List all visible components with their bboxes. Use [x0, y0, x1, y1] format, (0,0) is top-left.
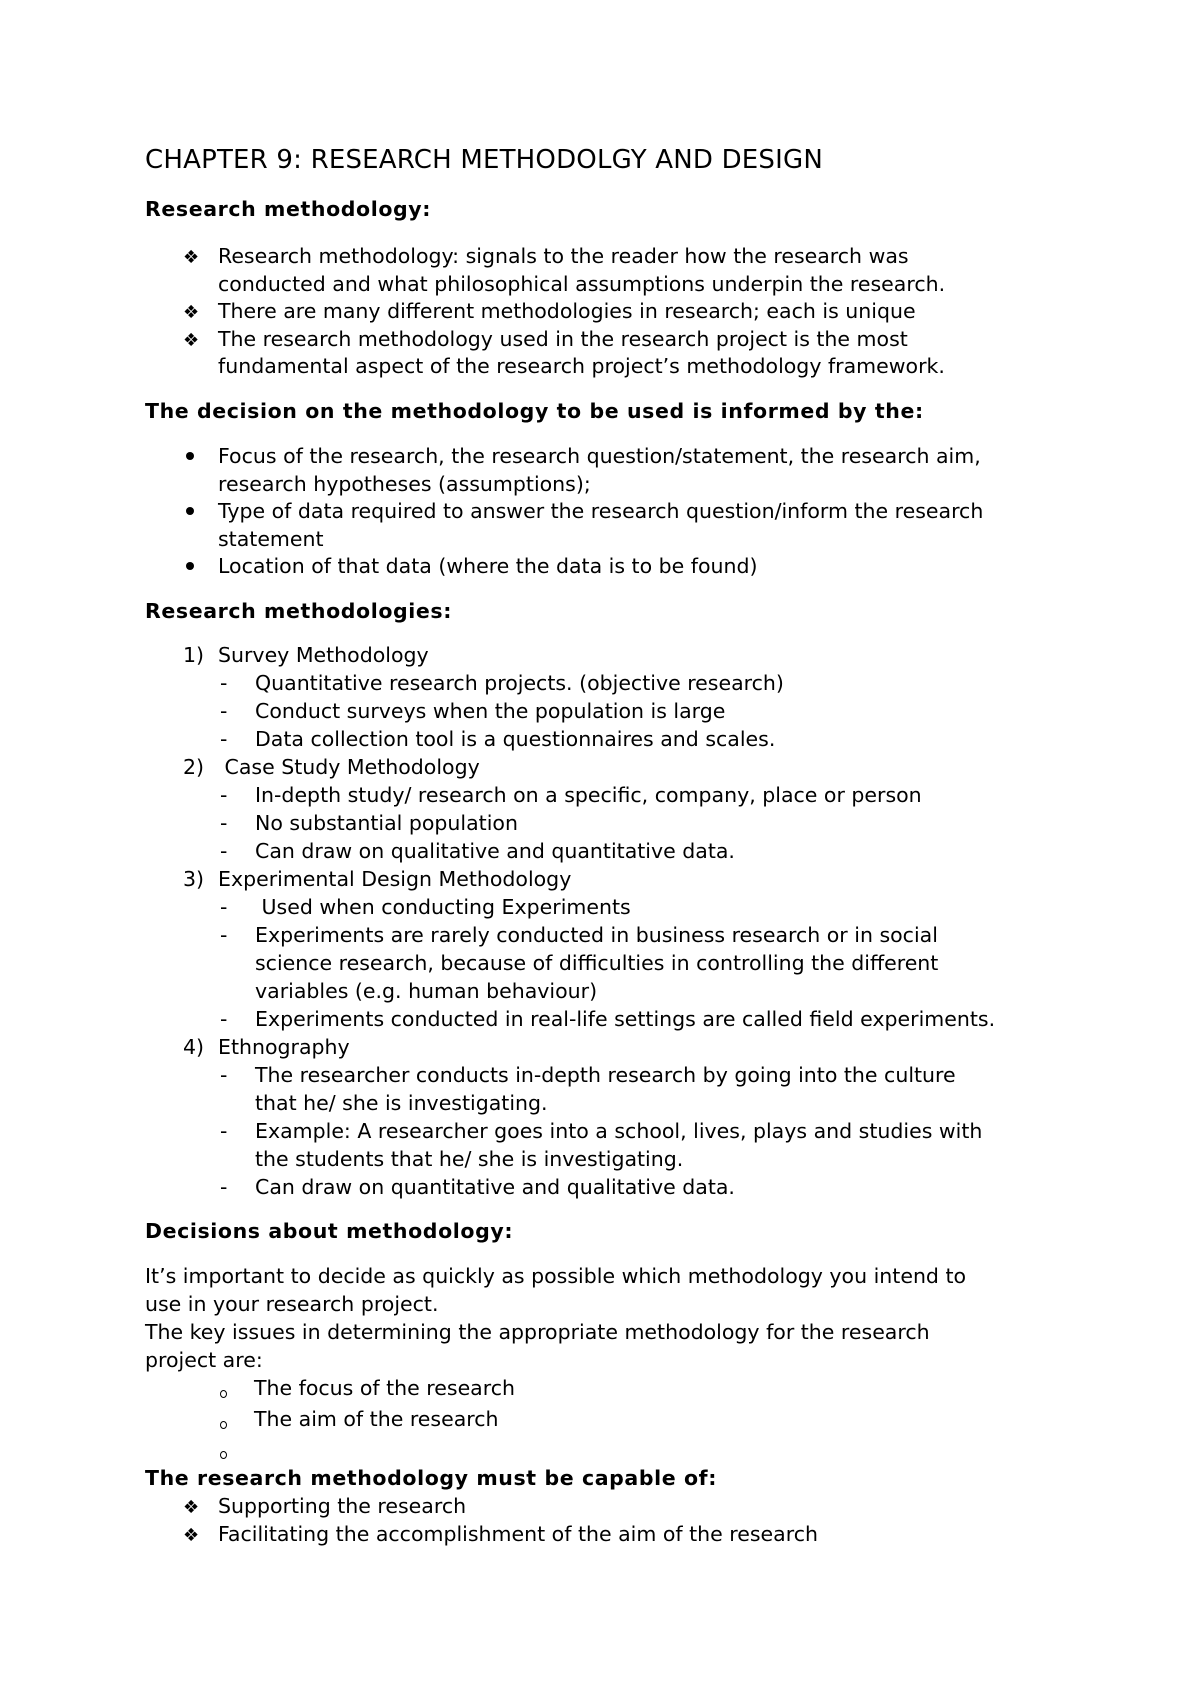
circle-bullet-icon: [220, 1451, 227, 1459]
dash-marker: -: [220, 727, 228, 751]
numbered-item-title: Experimental Design Methodology: [218, 867, 572, 891]
sub-list-item: Data collection tool is a questionnaires and scales.: [255, 727, 776, 751]
numbered-item-number: 2): [183, 755, 205, 779]
section-heading-decision: The decision on the methodology to be used is informed by the:: [145, 399, 924, 423]
bullet-dot-icon: [186, 507, 194, 515]
numbered-item-number: 3): [183, 867, 205, 891]
bullet-dot-icon: [186, 562, 194, 570]
diamond-bullet-icon: ❖: [183, 302, 200, 323]
list-item: Focus of the research, the research question/statement, the research aim,: [218, 444, 981, 468]
diamond-bullet-icon: ❖: [183, 330, 200, 351]
diamond-bullet-icon: ❖: [183, 247, 200, 268]
sub-list-item: The aim of the research: [254, 1407, 499, 1431]
dash-marker: -: [220, 783, 228, 807]
list-item: Research methodology: signals to the reader how the research was: [218, 244, 909, 268]
list-item-continuation: fundamental aspect of the research project’s methodology framework.: [218, 354, 945, 378]
numbered-item-number: 4): [183, 1035, 205, 1059]
diamond-bullet-icon: ❖: [183, 1497, 200, 1518]
bullet-dot-icon: [186, 452, 194, 460]
dash-marker: -: [220, 1175, 228, 1199]
sub-list-item-continuation: that he/ she is investigating.: [255, 1091, 548, 1115]
sub-list-item-continuation: the students that he/ she is investigating.: [255, 1147, 684, 1171]
dash-marker: -: [220, 895, 228, 919]
circle-bullet-icon: [220, 1390, 227, 1398]
dash-marker: -: [220, 1119, 228, 1143]
list-item: Location of that data (where the data is to be found): [218, 554, 758, 578]
sub-list-item: In-depth study/ research on a specific, company, place or person: [255, 783, 922, 807]
list-item-continuation: conducted and what philosophical assumptions underpin the research.: [218, 272, 946, 296]
sub-list-item-continuation: science research, because of difficulties in controlling the different: [255, 951, 939, 975]
dash-marker: -: [220, 923, 228, 947]
dash-marker: -: [220, 671, 228, 695]
numbered-item-title: Ethnography: [218, 1035, 350, 1059]
sub-list-item: The researcher conducts in-depth research by going into the culture: [255, 1063, 956, 1087]
sub-list-item-continuation: variables (e.g. human behaviour): [255, 979, 598, 1003]
sub-list-item: Conduct surveys when the population is large: [255, 699, 726, 723]
dash-marker: -: [220, 699, 228, 723]
sub-list-item: The focus of the research: [254, 1376, 515, 1400]
sub-list-item: Used when conducting Experiments: [255, 895, 631, 919]
sub-list-item: Experiments conducted in real-life settings are called field experiments.: [255, 1007, 996, 1031]
dash-marker: -: [220, 811, 228, 835]
list-item-continuation: research hypotheses (assumptions);: [218, 472, 591, 496]
paragraph-line: The key issues in determining the appropriate methodology for the research: [145, 1320, 930, 1344]
sub-list-item: Experiments are rarely conducted in business research or in social: [255, 923, 938, 947]
dash-marker: -: [220, 1063, 228, 1087]
numbered-item-number: 1): [183, 643, 205, 667]
numbered-item-title: Survey Methodology: [218, 643, 429, 667]
list-item: There are many different methodologies in research; each is unique: [218, 299, 916, 323]
section-heading-methodologies: Research methodologies:: [145, 599, 453, 623]
sub-list-item: Can draw on qualitative and quantitative data.: [255, 839, 735, 863]
chapter-title: CHAPTER 9: RESEARCH METHODOLGY AND DESIGN: [145, 145, 823, 175]
sub-list-item: Quantitative research projects. (objective research): [255, 671, 784, 695]
paragraph-line: It’s important to decide as quickly as possible which methodology you intend to: [145, 1264, 967, 1288]
section-heading-capable: The research methodology must be capable of:: [145, 1466, 717, 1490]
diamond-bullet-icon: ❖: [183, 1525, 200, 1546]
sub-list-item: No substantial population: [255, 811, 518, 835]
list-item: Supporting the research: [218, 1494, 467, 1518]
dash-marker: -: [220, 839, 228, 863]
list-item: The research methodology used in the research project is the most: [218, 327, 908, 351]
circle-bullet-icon: [220, 1421, 227, 1429]
list-item: Type of data required to answer the research question/inform the research: [218, 499, 984, 523]
section-heading-decisions-about: Decisions about methodology:: [145, 1219, 514, 1243]
numbered-item-title: Case Study Methodology: [218, 755, 480, 779]
paragraph-line: use in your research project.: [145, 1292, 439, 1316]
sub-list-item: Can draw on quantitative and qualitative data.: [255, 1175, 735, 1199]
list-item-continuation: statement: [218, 527, 324, 551]
section-heading-research-methodology: Research methodology:: [145, 197, 432, 221]
paragraph-line: project are:: [145, 1348, 263, 1372]
dash-marker: -: [220, 1007, 228, 1031]
list-item: Facilitating the accomplishment of the aim of the research: [218, 1522, 818, 1546]
sub-list-item: Example: A researcher goes into a school, lives, plays and studies with: [255, 1119, 983, 1143]
